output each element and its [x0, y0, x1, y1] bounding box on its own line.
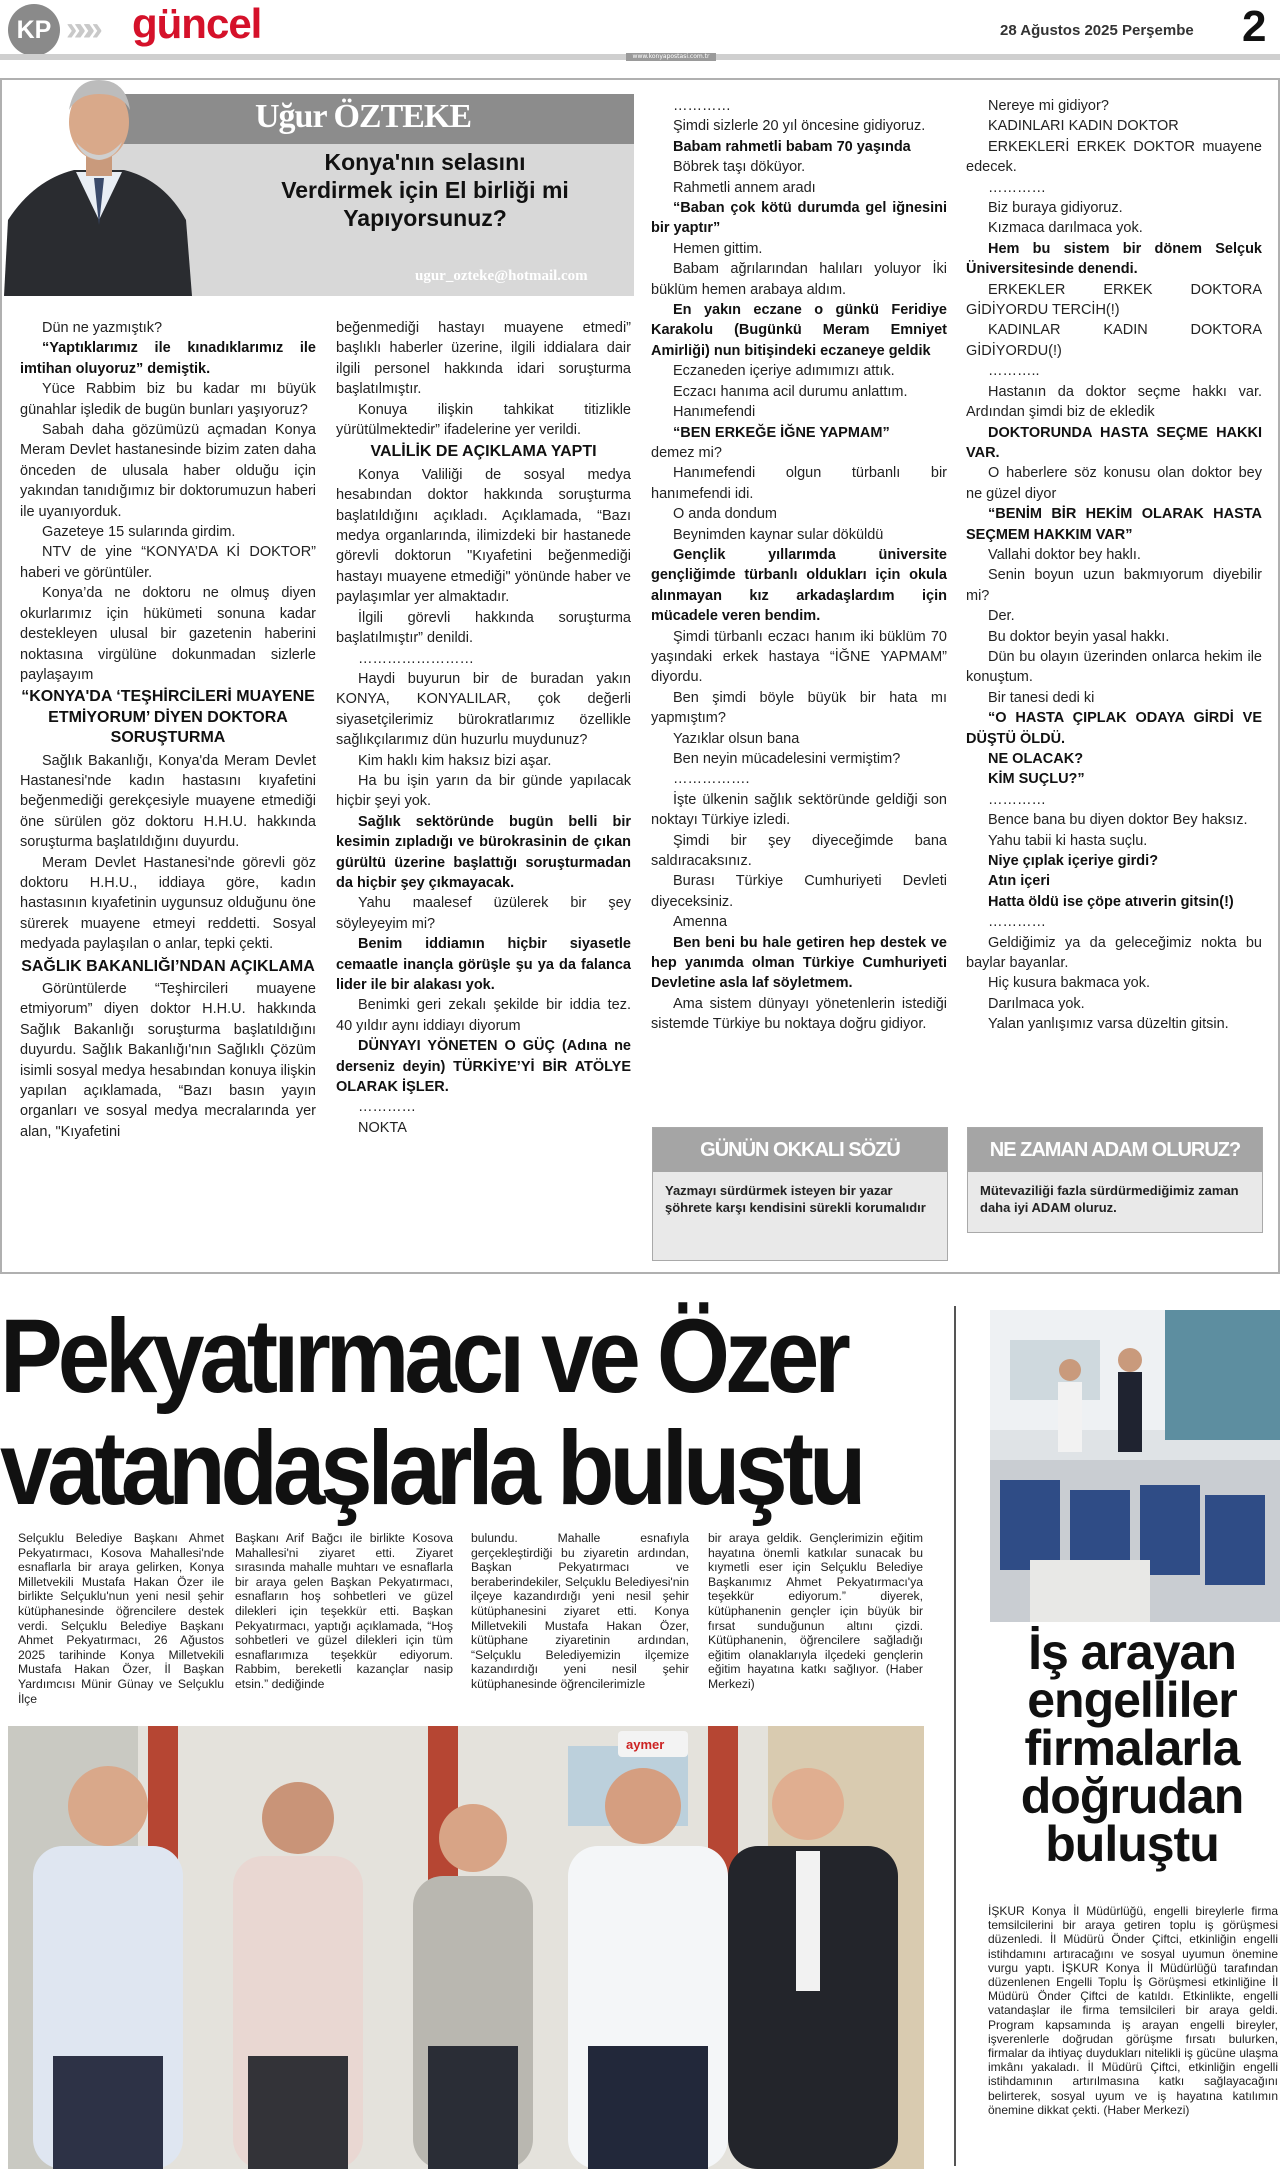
paragraph: DOKTORUNDA HASTA SEÇME HAKKI VAR. [966, 424, 1262, 461]
column-text-2 [336, 318, 631, 1138]
quote-box-when [967, 1127, 1263, 1233]
quote-box-daily [652, 1127, 948, 1261]
paragraph: “BENİM BİR HEKİM OLARAK HASTA SEÇMEM HAKKIM VAR” [966, 506, 1262, 543]
paragraph: Hiç kusura bakmaca yok. [988, 975, 1150, 992]
paragraph: ………… [673, 98, 731, 114]
paragraph: ………… [358, 1099, 416, 1116]
paragraph: Darılmaca yok. [988, 995, 1085, 1012]
quote-box-title: GÜNÜN OKKALI SÖZÜ [653, 1128, 947, 1172]
paragraph: “KONYA'DA ‘TEŞHİRCİLERİ MUAYENE ETMİYORUM’ DİYEN DOKTORA SORUŞTURMA [21, 688, 315, 747]
paragraph: Sağlık sektöründe bugün belli bir kesimin zıpladığı ve bürokrasinin de çıkan gürültü üzerine başlattığı soruşturmadan da hiçbir şey çıkmayacak. [336, 813, 631, 891]
photo-sign-text: aymer [626, 1737, 665, 1752]
paragraph: Beynimden kaynar sular döküldü [673, 526, 884, 543]
paragraph: Şimdi türbanlı eczacı hanım iki büklüm 70 yaşındaki erkek hastaya “İĞNE YAPMAM” diyordu. [651, 628, 947, 686]
paragraph: ………… [988, 791, 1046, 808]
author-name: Uğur ÖZTEKE [255, 98, 472, 135]
paragraph: Eczaneden içeriye adımımızı attık. [673, 363, 895, 380]
column-text-4 [966, 96, 1262, 1035]
paragraph: Ben şimdi böyle büyük bir hata mı yapmıştım? [651, 689, 947, 727]
paragraph: DÜNYAYI YÖNETEN O GÜÇ (Adına ne derseniz deyin) TÜRKİYE’Yİ BİR ATÖLYE OLARAK İŞLER. [336, 1038, 631, 1096]
paragraph: Senin boyun uzun bakmıyorum diyebilir mi? [966, 567, 1262, 604]
paragraph: Hemen gittim. [673, 240, 763, 257]
paragraph: Haydi buyurun bir de buradan yakın KONYA, KONYALILAR, çok değerli siyasetçilerimiz bürokratlarımız özellikle sağlıkçılarımız dün huzurlu muydunuz? [336, 670, 631, 749]
paragraph: Kim haklı kim haksız bizi aşar. [358, 752, 552, 769]
paragraph: Şimdi bir şey diyeceğimde bana saldıracaksınız. [651, 832, 947, 870]
paragraph: Konya Valiliği de sosyal medya hesabından doktor hakkında soruşturma başlatıldığını açıkladı. Açıklamada, “Bazı medya organlarında, ilimizdeki bir hastanede görevli doktorun "Kıyafetini beğenmediği hastayı muayene etmediği" yönünde haber ve paylaşımlar yer almaktadır. [336, 466, 631, 606]
paragraph: Ama sistem dünyayı yönetenlerin istediği sistemde Türkiye bu noktaya doğru gidiyor. [651, 995, 947, 1033]
paragraph: Rahmetli annem aradı [673, 179, 816, 196]
paragraph: Meram Devlet Hastanesi'nde görevli göz doktoru H.H.U., iddiaya göre, kadın hastasının kıyafetinin uygunsuz olduğunu öne sürerek muayene etmeyi reddetti. Sosyal medyada paylaşılan o anlar, tepki çekti. [20, 854, 316, 953]
paragraph: Görüntülerde “Teşhircileri muayene etmiyorum” diyen doktor H.H.U. hakkında Sağlık Bakanlığı soruşturma başlatıldığını duyurdu. Sağlık Bakanlığı'nın Sağlıklı Çözüm isimli sosyal medya hesabından konuya ilişkin yapılan açıklamada, “Bazı basın yayın organları ve sosyal medya mecralarında yer alan, "Kıyafetini [20, 981, 316, 1140]
paragraph: KADINLAR KADIN DOKTORA GİDİYORDU(!) [966, 322, 1262, 359]
paragraph: Ha bu işin yarın da bir günde yapılacak hiçbir şeyi yok. [336, 772, 631, 810]
paragraph: VALİLİK DE AÇIKLAMA YAPTI [370, 443, 597, 461]
paragraph: “BEN ERKEĞE İĞNE YAPMAM” [673, 424, 890, 441]
paragraph: Sağlık Bakanlığı, Konya'da Meram Devlet Hastanesi'nde kadın hastasını kıyafetini beğenmediği gerekçesiyle muayene etmediği öne sürülen göz doktoru H.H.U. hakkında soruşturma başlatıldığını duyurdu. [20, 752, 316, 851]
paragraph: Nereye mi gidiyor? [988, 98, 1109, 114]
paragraph: Bir tanesi dedi ki [988, 689, 1095, 706]
paragraph: ERKEKLERİ ERKEK DOKTOR muayene edecek. [966, 138, 1262, 176]
paragraph: Amenna [673, 914, 728, 931]
paragraph: Yüce Rabbim biz bu kadar mı büyük günahlar işledik de bugün bunları yaşıyoruz? [20, 381, 316, 418]
paragraph: Hanımefendi [673, 404, 756, 421]
column-headline: Konya'nın selasını Verdirmek için El birliği mi Yapıyorsunuz? [281, 149, 569, 231]
column-text-3 [651, 96, 947, 1035]
paragraph: Niye çıplak içeriye girdi? [988, 853, 1159, 870]
paragraph: ERKEKLER ERKEK DOKTORA GİDİYORDU TERCİH(!) [966, 281, 1262, 319]
paragraph: Hanımefendi olgun türbanlı bir hanımefendi idi. [651, 465, 947, 502]
paragraph: Sabah daha gözümüzü açmadan Konya Meram Devlet hastanesinde bizim zaten daha önceden de ulusala haber olduğu için yakından tanıdığımız bir doktorumuzun haberi ile uyanıyorduk. [20, 422, 316, 520]
quote-box-text: Yazmayı sürdürmek isteyen bir yazar şöhrete karşı kendisini sürekli korumalıdır [665, 1183, 926, 1215]
column-divider [954, 1306, 956, 2166]
paragraph: SAĞLIK BAKANLIĞI’NDAN AÇIKLAMA [21, 957, 315, 975]
author-portrait [4, 50, 192, 296]
paragraph: Babam ağrılarından halıları yoluyor İki büklüm hemen arabaya aldım. [651, 261, 947, 298]
paragraph: Ben neyin mücadelesini vermiştim? [673, 751, 901, 767]
paragraph: ………… [988, 914, 1046, 931]
paragraph: Dün bu olayın üzerinden onlarca hekim ile konuştum. [966, 648, 1262, 686]
paragraph: Gençlik yıllarımda üniversite gençliğimde türbanlı oldukları için okula alınmayan kız arkadaşlardım için mücadele veren bendim. [651, 546, 947, 625]
paragraph: Geldiğimiz ya da geleceğimiz nokta bu baylar bayanlar. [966, 934, 1262, 972]
paragraph: Şimdi sizlerle 20 yıl öncesine gidiyoruz. [673, 118, 926, 135]
paragraph: Dün ne yazmıştık? [42, 320, 163, 336]
paragraph: KADINLARI KADIN DOKTOR [988, 118, 1179, 135]
paragraph: “Baban çok kötü durumda gel iğnesini bir yaptır” [651, 200, 947, 237]
paragraph: Vallahi doktor bey haklı. [988, 546, 1141, 563]
story-headline: Pekyatırmacı ve Özer vatandaşlarla buluştu [0, 1296, 862, 1527]
paragraph: Ben beni bu hale getiren hep destek ve hep yanımda olman Türkiye Cumhuriyeti Devletine asla laf söyletmem. [651, 934, 947, 992]
paragraph: demez mi? [651, 444, 722, 461]
paragraph: Böbrek taşı döküyor. [673, 159, 806, 176]
story-text-4: bir araya geldik. Gençlerimizin eğitim hayatına önemli katkılar sunacak bu kıymetli eser için Selçuklu Belediye Başkanımız Ahmet Pekyatırmacı'ya teşekkür ediyorum.” diyerek, kütüphanenin gençler için büyük bir fırsat sunduğunun altını çizdi. Kütüphanenin, öğrencilere sağladığı eğitim olanaklarıyla ilçedeki gençlerin eğitim hayatına katkı sağlıyor. (Haber Merkezi) [708, 1531, 923, 1691]
paragraph: beğenmediği hastayı muayene etmedi” başlıklı haberler üzerine, ilgili iddialara dair ilgili personel hakkında idari soruşturma başlatılmıştır. [336, 320, 631, 398]
story-photo-meeting [990, 1310, 1280, 1622]
paragraph: Hatta öldü ise çöpe atıverin gitsin(!) [988, 893, 1234, 910]
paragraph: O haberlere söz konusu olan doktor bey ne güzel diyor [966, 465, 1262, 502]
paragraph: O anda dondum [673, 506, 777, 523]
paragraph: Konya’da ne doktoru ne olmuş diyen okurlarımız için hükümeti sonuna kadar destekleyen ulusal bir gazetenin haberini noktasına virgülüne dokunmadan sizlerle paylaşayım [20, 585, 316, 683]
paragraph: Yahu maalesef üzülerek bir şey söyleyeyim mi? [336, 895, 631, 932]
paragraph: Kızmaca darılmaca yok. [988, 220, 1143, 237]
paragraph: Yahu tabii ki hasta suçlu. [988, 832, 1148, 849]
paragraph: ……….. [988, 363, 1040, 380]
paragraph: Benimki geri zekalı şekilde bir iddia tez. 40 yıldır aynı iddiayı diyorum [336, 997, 631, 1034]
paragraph: İşte ülkenin sağlık sektöründe geldiği son noktayı Türkiye izledi. [651, 791, 947, 829]
story-headline-2: İş arayan engelliler firmalarla doğrudan buluştu [1020, 1624, 1244, 1872]
paragraph: …………………… [358, 650, 474, 667]
paragraph: Yazıklar olsun bana [673, 730, 800, 747]
paragraph: Burası Türkiye Cumhuriyeti Devleti diyeceksiniz. [651, 873, 947, 910]
paragraph: Biz buraya gidiyoruz. [988, 200, 1123, 217]
paragraph: İlgili görevli hakkında soruşturma başlatılmıştır” denildi. [336, 609, 631, 647]
story-text-3: bulundu. Mahalle esnafıyla gerçekleştirdiği bu ziyaretin ardından, Başkan Pekyatırmacı ve beraberindekiler, Selçuklu Belediyesi'nin ilçeye kazandırdığı yeni nesil şehir kütüphanesini ziyaret etti. Konya Milletvekili Mustafa Hakan Özer, kütüphane ziyaretinin ardından, “Selçuklu Belediyemizin ilçemize kazandırdığı yeni nesil şehir kütüphanesinde öğrencilerimizle [471, 1531, 689, 1691]
story-photo-group [8, 1726, 924, 2169]
paragraph: “Yaptıklarımız ile kınadıklarımız ile imtihan oluyoruz” demiştik. [20, 340, 316, 377]
paragraph: KİM SUÇLU?” [988, 771, 1085, 788]
paragraph: ………… [988, 179, 1046, 196]
website-url: www.konyapostasi.com.tr [626, 53, 716, 61]
chevron-arrows-icon: »»» [66, 10, 93, 48]
paragraph: “O HASTA ÇIPLAK ODAYA GİRDİ VE DÜŞTÜ ÖLDÜ. [966, 710, 1262, 747]
author-email: ugur_ozteke@hotmail.com [415, 268, 588, 284]
paragraph: Konuya ilişkin tahkikat titizlikle yürütülmektedir” ifadelerine yer verildi. [336, 401, 631, 439]
paragraph: Hem bu sistem bir dönem Selçuk Üniversitesinde denendi. [966, 240, 1262, 278]
paragraph: Bence bana bu diyen doktor Bey haksız. [988, 812, 1248, 829]
story-text-2: Başkanı Arif Bağcı ile birlikte Kosova Mahallesi'ni ziyaret etti. Ziyaret sırasında mahalle muhtarı ve esnaflarla bir araya gelen Başkan Pekyatırmacı, esnafların hoş sohbetleri ve güzel dilekleri için teşekkür etti. Başkan Pekyatırmacı, yaptığı açıklamada, “Hoş sohbetleri ve güzel dilekleri için tüm esnaflarımıza teşekkür ediyorum. Rabbim, bereketli kazançlar nasip etsin.” dediğinde [235, 1531, 453, 1691]
story-text-5: İŞKUR Konya İl Müdürlüğü, engelli bireylerle firma temsilcilerini bir araya getiren toplu iş görüşmesi düzenledi. İl Müdürü Önder Çiftci, etkinliğin engelli istihdamını artıracağını ve sosyal uyumun önemine vurgu yaptı. İŞKUR Konya İl Müdürlüğü tarafından düzenlenen Engelli Toplu İş Görüşmesi etkinliğine İl Müdürü Önder Çiftci de katıldı. Etkinlikte, engelli vatandaşlar ile firma temsilcileri bir araya geldi. Program kapsamında iş arayan engelli bireyler, işverenlerle doğrudan görüşme fırsatı bulurken, firmalar da ihtiyaç duydukları nitelikli iş gücüne ulaşma imkânı yakaladı. İl Müdürü Çiftci, etkinliğin engelli istihdamının artırılmasına katkı sağlayacağını belirterek, sosyal uyum ve iş hayatına katılımın önemine dikkat çekti. (Haber Merkezi) [988, 1904, 1278, 2117]
issue-date: 28 Ağustos 2025 Perşembe [1000, 22, 1194, 39]
paragraph: NE OLACAK? [988, 751, 1084, 767]
story-text-1: Selçuklu Belediye Başkanı Ahmet Pekyatırmacı, Kosova Mahallesi'nde esnaflarla bir araya gelirken, Konya Milletvekili Mustafa Hakan Özer ile birlikte Selçuklu'nun yeni nesil şehir kütüphanesinde öğrencilere destek verdi. Selçuklu Belediye Başkanı Ahmet Pekyatırmacı, 26 Ağustos 2025 tarihinde Konya Milletvekili Mustafa Hakan Özer, İl Başkan Yardımcısı Münir Günay ve Selçuklu İlçe [18, 1531, 224, 1706]
quote-box-title: NE ZAMAN ADAM OLURUZ? [968, 1128, 1262, 1172]
paragraph: Yalan yanlışımız varsa düzeltin gitsin. [988, 1016, 1229, 1033]
paragraph: Atın içeri [988, 873, 1051, 890]
column-text-1 [20, 318, 316, 1142]
paragraph: NTV de yine “KONYA’DA Kİ DOKTOR” haberi ve görüntüler. [20, 544, 316, 581]
paragraph: Der. [988, 608, 1015, 625]
quote-box-text: Mütevaziliği fazla sürdürmediğimiz zaman daha iyi ADAM oluruz. [980, 1183, 1239, 1215]
newspaper-logo: KP [8, 4, 60, 56]
paragraph: Babam rahmetli babam 70 yaşında [673, 138, 911, 155]
paragraph: Bu doktor beyin yasal hakkı. [988, 628, 1170, 645]
paragraph: Gazeteye 15 sularında girdim. [42, 524, 236, 541]
page-number: 2 [1242, 2, 1267, 51]
paragraph: NOKTA [358, 1119, 407, 1136]
paragraph: Eczacı hanıma acil durumu anlattım. [673, 383, 908, 400]
paragraph: Benim iddiamın hiçbir siyasetle cemaatle inançla görüşle şu ya da falanca lider ile bir alakası yok. [336, 936, 631, 993]
paragraph: Hastanın da doktor seçme hakkı var. Ardından şimdi biz de ekledik [966, 383, 1262, 421]
section-title: güncel [132, 0, 262, 47]
paragraph: ……………. [673, 771, 750, 788]
paragraph: En yakın eczane o günkü Feridiye Karakolu (Bugünkü Meram Emniyet Amirliği) nun bitişindeki eczaneye geldik [651, 302, 947, 359]
